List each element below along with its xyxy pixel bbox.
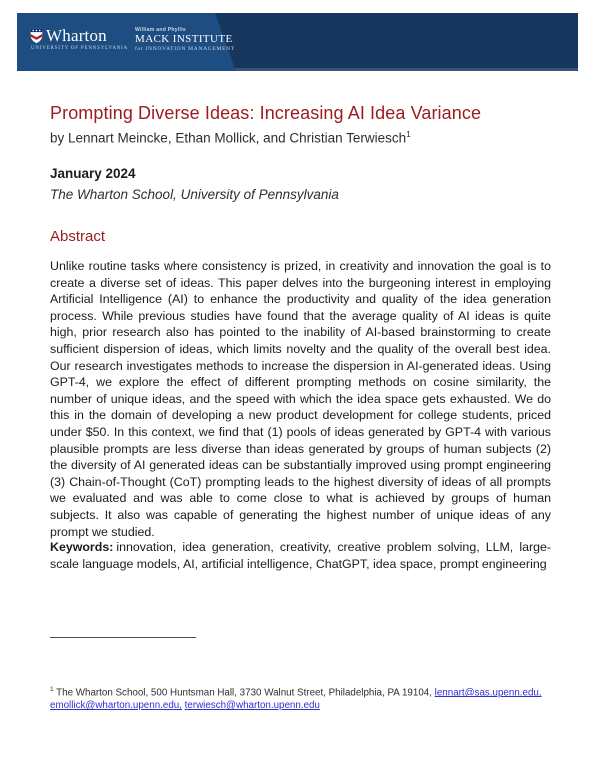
footnote-address: The Wharton School, 500 Huntsman Hall, 3730 Walnut Street, Philadelphia, PA 19104, — [56, 687, 435, 699]
mack-institute-name: MACK INSTITUTE — [135, 33, 233, 45]
paper-byline — [50, 129, 550, 146]
keywords-line — [50, 539, 551, 572]
email-link-terwiesch[interactable]: terwiesch@wharton.upenn.edu — [184, 700, 320, 712]
header-banner — [17, 13, 578, 71]
keywords-label: Keywords: — [50, 540, 114, 554]
wharton-logo — [30, 27, 128, 51]
paper-affiliation: The Wharton School, University of Pennsylvania — [50, 187, 339, 202]
mack-institute-logo — [135, 27, 235, 52]
footnote-separator — [50, 637, 196, 638]
wharton-university-label: UNIVERSITY OF PENNSYLVANIA — [31, 46, 129, 51]
penn-shield-icon — [30, 28, 43, 44]
byline-footnote-marker: 1 — [406, 129, 411, 139]
footnote-text — [50, 683, 555, 712]
mack-institute-subtitle: for INNOVATION MANAGEMENT — [135, 46, 235, 52]
email-link-lennart[interactable]: lennart@sas.upenn.edu, — [434, 687, 542, 699]
mack-donors-label: William and Phyllis — [135, 27, 186, 33]
abstract-text: Unlike routine tasks where consistency is prized, in creativity and innovation the goal is to create a diverse set of ideas. This paper delves into the burgeoning interest in employing Artificial Intelligence (AI) to enhance the productivity and quality of the idea generation process. While previous studies have found that the average quality of AI ideas is quite high, prior research also has pointed to the inability of AI-based brainstorming to create sufficient dispersion of ideas, which limits novelty and the quality of the overall best idea. Our research investigates methods to increase the dispersion in AI-generated ideas. Using GPT-4, we explore the effect of different prompting methods on cosine similarity, the number of unique ideas, and the speed with which the idea space gets exhausted. We do this in the domain of developing a new product development for college students, priced under $50. In this context, we find that (1) pools of ideas generated by GPT-4 with various plausible prompts are less diverse than ideas generated by groups of human subjects (2) the diversity of AI generated ideas can be substantially improved using prompt engineering (3) Chain-of-Thought (CoT) prompting leads to the highest diversity of ideas of all prompts we evaluated and was able to come close to what is achieved by groups of human subjects. It also was capable of generating the highest number of unique ideas of any prompt we studied. — [50, 259, 551, 539]
email-link-emollick[interactable]: emollick@wharton.upenn.edu, — [50, 700, 182, 712]
logo-row — [30, 27, 235, 52]
paper-date: January 2024 — [50, 166, 136, 181]
wharton-wordmark: Wharton — [46, 26, 107, 45]
keywords-list: innovation, idea generation, creativity, creative problem solving, LLM, large-scale language models, AI, artificial intelligence, ChatGPT, idea space, prompt engineering — [50, 540, 551, 571]
footnote-marker: 1 — [50, 686, 54, 693]
paper-title: Prompting Diverse Ideas: Increasing AI Idea Variance — [50, 103, 482, 123]
byline-text: by Lennart Meincke, Ethan Mollick, and Christian Terwiesch — [50, 130, 407, 146]
abstract-heading: Abstract — [50, 228, 106, 245]
